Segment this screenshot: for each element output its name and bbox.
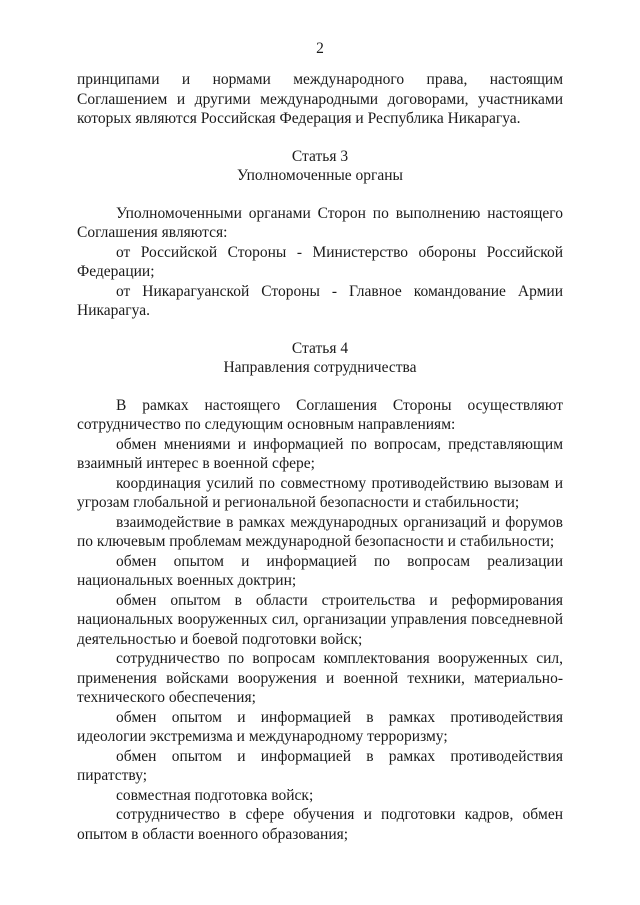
- article4-paragraph: обмен мнениями и информацией по вопросам, представляющим взаимный интерес в военной сфере;: [77, 435, 563, 472]
- article3-subtitle: Уполномоченные органы: [237, 167, 403, 184]
- article4-paragraph: обмен опытом и информацией в рамках противодействия идеологии экстремизма и международному терроризму;: [77, 708, 563, 745]
- spacer: [77, 186, 563, 204]
- page-number: 2: [316, 40, 324, 57]
- article4-paragraph: обмен опытом в области строительства и реформирования национальных вооруженных сил, организации управления повседневной деятельностью и боевой подготовки войск;: [77, 591, 563, 648]
- spacer: [77, 321, 563, 339]
- article4-paragraph: координация усилий по совместному противодействию вызовам и угрозам глобальной и региональной безопасности и стабильности;: [77, 474, 563, 511]
- article4-paragraph: обмен опытом и информацией по вопросам реализации национальных военных доктрин;: [77, 552, 563, 589]
- article4-paragraph: взаимодействие в рамках международных организаций и форумов по ключевым проблемам международной безопасности и стабильности;: [77, 513, 563, 550]
- spacer: [77, 378, 563, 396]
- article3-title: Статья 3: [291, 147, 349, 165]
- article4-paragraph: В рамках настоящего Соглашения Стороны осуществляют сотрудничество по следующим основным направлениям:: [77, 396, 563, 433]
- document-body: [77, 70, 563, 844]
- article4-title: Статья 4: [291, 339, 349, 357]
- article4-subtitle: Направления сотрудничества: [223, 359, 417, 376]
- article4-paragraph: сотрудничество по вопросам комплектования вооруженных сил, применения войсками вооружения и военной техники, материально-технического обеспечения;: [77, 650, 563, 706]
- article3-paragraph: от Российской Стороны - Министерство обороны Российской Федерации;: [77, 243, 563, 280]
- article3-paragraph: от Никарагуанской Стороны - Главное командование Армии Никарагуа.: [77, 282, 563, 319]
- article4-paragraph: совместная подготовка войск;: [116, 786, 314, 804]
- article3-paragraph: Уполномоченными органами Сторон по выполнению настоящего Соглашения являются:: [77, 204, 563, 241]
- article4-paragraph: обмен опытом и информацией в рамках противодействия пиратству;: [77, 747, 563, 784]
- intro-paragraph: принципами и нормами международного права, настоящим Соглашением и другими международными договорами, участниками которых являются Российская Федерация и Республика Никарагуа.: [77, 71, 563, 127]
- article4-paragraph: сотрудничество в сфере обучения и подготовки кадров, обмен опытом в области военного образования;: [77, 806, 563, 843]
- spacer: [77, 129, 563, 147]
